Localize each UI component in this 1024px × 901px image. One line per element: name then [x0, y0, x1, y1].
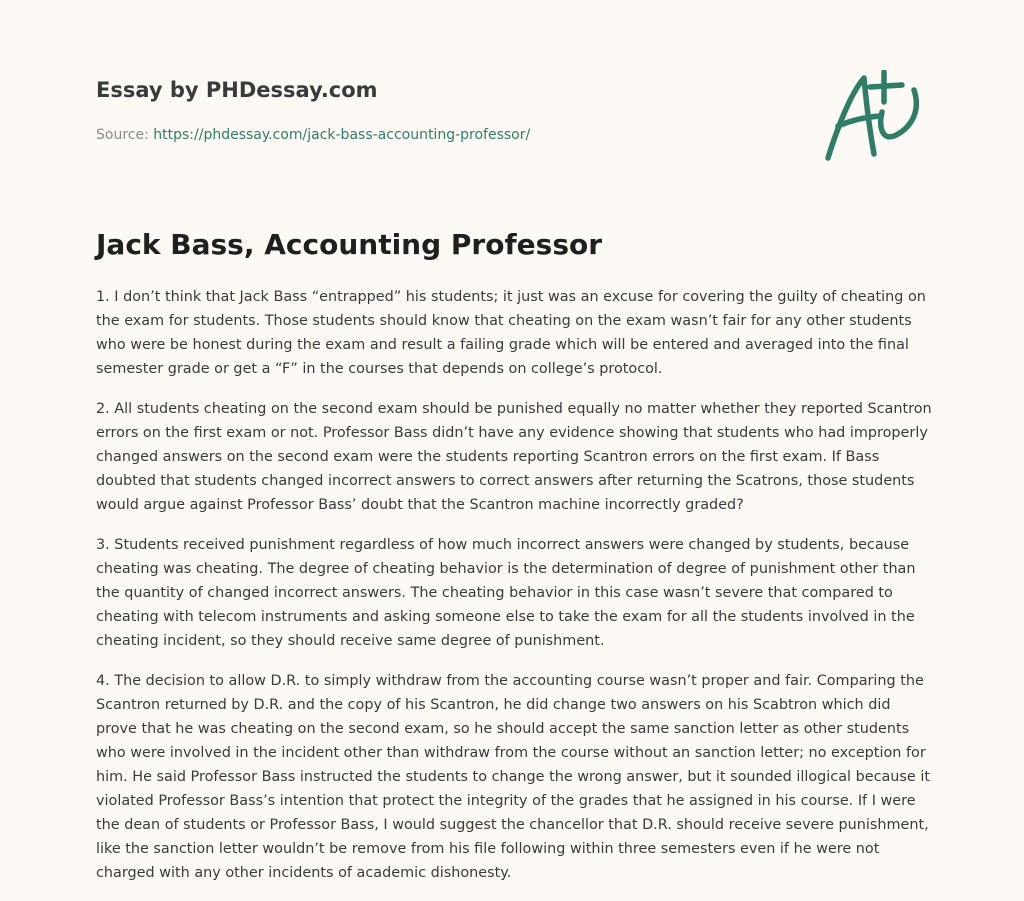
- site-brand: Essay by PHDessay.com: [96, 78, 378, 102]
- essay-header: [96, 76, 796, 145]
- essay-paragraph: 4. The decision to allow D.R. to simply withdraw from the accounting course wasn’t proper and fair. Comparing the Scantron returned by D.R. and the copy of his Scantron, he did change two answers on his Scabtron which did prove that he was cheating on the second exam, so he should accept the same sanction letter as other students who were involved in the incident other than withdraw from the course without an sanction letter; no exception for him. He said Professor Bass instructed the students to change the wrong answer, but it sounded illogical because it violated Professor Bass’s intention that protect the integrity of the grades that he assigned in his course. If I were the dean of students or Professor Bass, I would suggest the chancellor that D.R. should receive severe punishment, like the sanction letter wouldn’t be remove from his file following within three semesters even if he were not charged with any other incidents of academic dishonesty.: [96, 673, 930, 881]
- essay-paragraph: 2. All students cheating on the second exam should be punished equally no matter whether they reported Scantron errors on the first exam or not. Professor Bass didn’t have any evidence showing that students who had improperly changed answers on the second exam were the students reporting Scantron errors on the first exam. If Bass doubted that students changed incorrect answers to correct answers after returning the Scatrons, those students would argue against Professor Bass’ doubt that the Scantron machine incorrectly graded?: [96, 401, 932, 513]
- essay-paragraph: 1. I don’t think that Jack Bass “entrapped” his students; it just was an excuse for covering the guilty of cheating on the exam for students. Those students should know that cheating on the exam wasn’t fair for any other students who were be honest during the exam and result a failing grade which will be entered and averaged into the final semester grade or get a “F” in the courses that depends on college’s protocol.: [96, 289, 926, 377]
- a-plus-grade-icon: [822, 70, 932, 165]
- source-link[interactable]: https://phdessay.com/jack-bass-accounting-professor/: [153, 127, 531, 143]
- essay-body: [96, 285, 932, 901]
- essay-paragraph: 3. Students received punishment regardless of how much incorrect answers were changed by students, because cheating was cheating. The degree of cheating behavior is the determination of degree of punishment other than the quantity of changed incorrect answers. The cheating behavior in this case wasn’t severe that compared to cheating with telecom instruments and asking someone else to take the exam for all the students involved in the cheating incident, so they should receive same degree of punishment.: [96, 537, 916, 649]
- essay-title: Jack Bass, Accounting Professor: [96, 228, 603, 261]
- source-line: [96, 125, 796, 145]
- source-label: Source:: [96, 127, 149, 143]
